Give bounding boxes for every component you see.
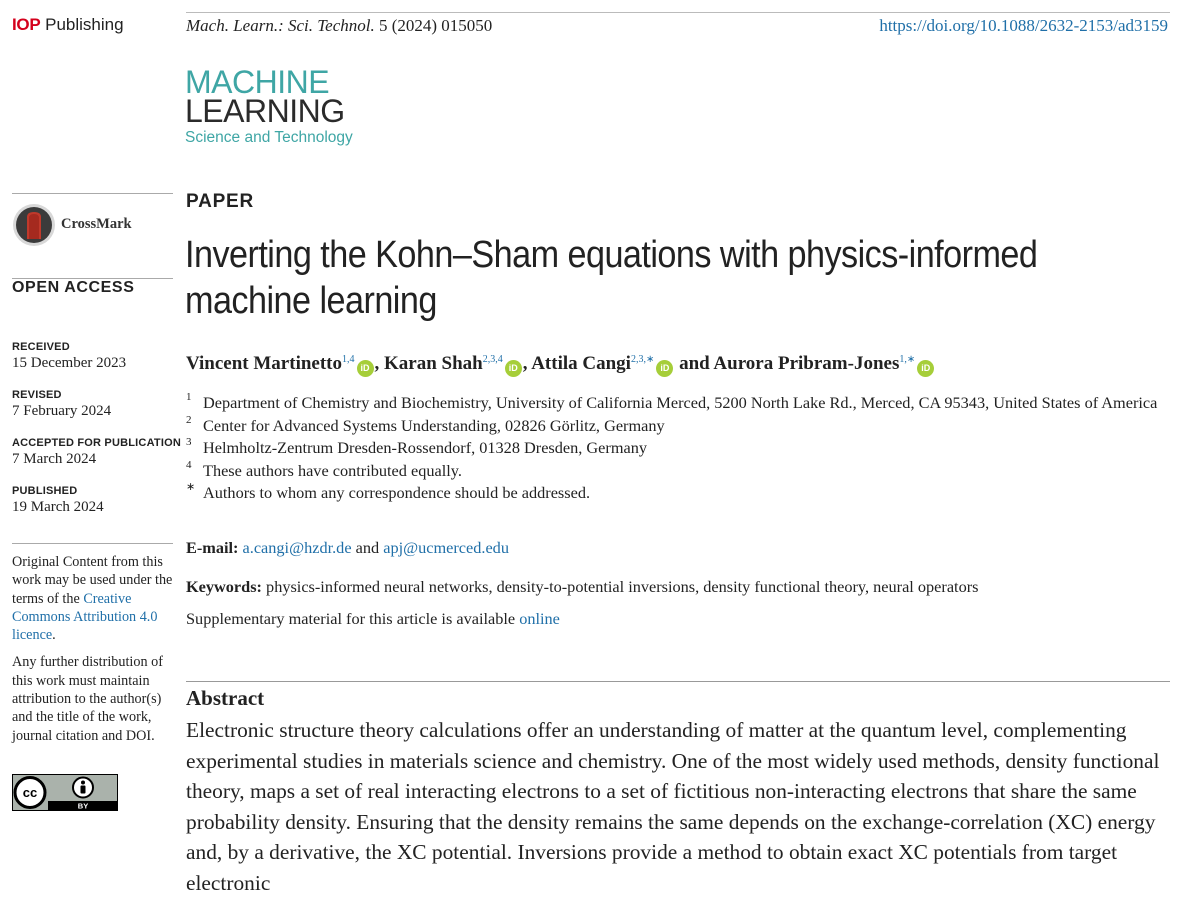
author-affiliation-sup[interactable]: 2,3,4: [482, 354, 503, 365]
email-label: E-mail:: [186, 538, 239, 557]
journal-logo[interactable]: [185, 64, 353, 148]
affiliation-number: ∗: [186, 481, 196, 493]
affiliation-item: [186, 460, 1176, 483]
orcid-icon[interactable]: iD: [917, 360, 934, 377]
article-type: PAPER: [186, 191, 255, 212]
author-name: Attila Cangi: [531, 353, 631, 374]
abstract-rule: [186, 681, 1170, 682]
orcid-icon[interactable]: iD: [357, 360, 374, 377]
license-end: .: [52, 627, 56, 644]
supplementary-line: [186, 609, 560, 629]
journal-logo-line1: MACHINE: [185, 64, 330, 100]
abstract-text: Electronic structure theory calculations offer an understanding of matter at the quantum level, complementing experimental studies in materials science and chemistry. One of the most widely used methods, density functional theory, maps a set of real interacting electrons to a set of fictitious non-interacting electrons that share the same probability density. Ensuring that the density remains the same depends on the exchange-correlation (XC) energy and, by a derivative, the XC potential. Inversions provide a method to obtain exact XC potentials from target electronic: [186, 718, 1160, 895]
crossmark-label: CrossMark: [61, 216, 132, 232]
revised-date: 7 February 2024: [12, 403, 112, 419]
orcid-icon[interactable]: iD: [505, 360, 522, 377]
affiliation-item: [186, 392, 1176, 415]
author-separator: ,: [374, 353, 384, 374]
doi-link[interactable]: https://doi.org/10.1088/2632-2153/ad3159: [879, 16, 1168, 35]
header-rule: [186, 12, 1170, 13]
affiliation-text: These authors have contributed equally.: [203, 460, 462, 480]
crossmark-badge[interactable]: [12, 203, 172, 247]
abstract-heading: Abstract: [186, 686, 265, 710]
author-list: [186, 353, 935, 377]
sidebar-rule: [12, 193, 173, 194]
published-date: 19 March 2024: [12, 499, 104, 515]
sidebar-rule: [12, 543, 173, 544]
received-label: RECEIVED: [12, 341, 70, 353]
email-link-2[interactable]: apj@ucmerced.edu: [383, 538, 509, 557]
affiliation-number: 4: [186, 458, 192, 471]
author-name: Vincent Martinetto: [186, 353, 342, 374]
published-label: PUBLISHED: [12, 485, 78, 497]
journal-citation: [186, 16, 492, 36]
journal-abbrev: Mach. Learn.: Sci. Technol.: [186, 16, 375, 35]
email-link-1[interactable]: a.cangi@hzdr.de: [242, 538, 352, 557]
license-paragraph-2: Any further distribution of this work must maintain attribution to the author(s) and the title of the work, journal citation and DOI.: [12, 654, 163, 744]
license-paragraph: [12, 553, 177, 644]
revised-label: REVISED: [12, 389, 62, 401]
affiliation-item: [186, 437, 1176, 460]
received-date: 15 December 2023: [12, 355, 127, 371]
license-link[interactable]: Creative Commons Attribution 4.0 licence: [12, 590, 158, 644]
affiliation-number: 2: [186, 413, 192, 426]
email-line: [186, 538, 509, 558]
accepted-label: ACCEPTED FOR PUBLICATION: [12, 437, 181, 449]
journal-volume: 5: [378, 16, 388, 35]
keywords-label: Keywords:: [186, 577, 262, 596]
svg-text:cc: cc: [22, 785, 38, 800]
cc-by-badge[interactable]: [12, 774, 118, 811]
publisher-logo[interactable]: [12, 15, 124, 35]
author-affiliation-sup[interactable]: 2,3,∗: [630, 354, 655, 365]
journal-year-article: (2024) 015050: [391, 16, 493, 35]
author-separator: and: [674, 353, 714, 374]
keywords-line: [186, 577, 978, 597]
email-and: and: [355, 538, 380, 557]
publisher-name: Publishing: [45, 15, 124, 34]
publisher-brand: IOP: [12, 15, 41, 34]
supplementary-link[interactable]: online: [519, 609, 560, 628]
author-separator: ,: [522, 353, 532, 374]
affiliation-number: 1: [186, 391, 192, 403]
author-name: Karan Shah: [384, 353, 483, 374]
affiliation-number: 3: [186, 436, 192, 448]
supplementary-text: Supplementary material for this article is available: [186, 609, 516, 628]
affiliation-text: Center for Advanced Systems Understanding, 02826 Görlitz, Germany: [203, 415, 665, 435]
affiliation-text: Authors to whom any correspondence should be addressed.: [203, 483, 591, 502]
cc-badge-text: BY: [77, 801, 89, 811]
author-affiliation-sup[interactable]: 1,∗: [899, 354, 916, 365]
keywords-text: physics-informed neural networks, density-to-potential inversions, density functional theory, neural operators: [266, 577, 979, 596]
affiliation-text: Helmholtz-Zentrum Dresden-Rossendorf, 01328 Dresden, Germany: [203, 438, 647, 457]
affiliation-text: Department of Chemistry and Biochemistry, University of California Merced, 5200 North Lake Rd., Merced, CA 95343, United States of America: [203, 393, 1158, 412]
affiliation-item: [186, 482, 1176, 505]
affiliation-list: [186, 392, 1176, 505]
article-title: Inverting the Kohn–Sham equations with physics-informed machine learning: [185, 234, 1038, 322]
journal-logo-line2: LEARNING: [185, 93, 345, 129]
crossmark-icon: [12, 203, 56, 247]
orcid-icon[interactable]: iD: [656, 360, 673, 377]
open-access-label: OPEN ACCESS: [12, 279, 135, 296]
accepted-date: 7 March 2024: [12, 451, 97, 467]
journal-logo-line3: Science and Technology: [185, 129, 353, 146]
author-affiliation-sup[interactable]: 1,4: [342, 354, 355, 365]
license-notice: [12, 553, 177, 754]
affiliation-item: [186, 415, 1176, 438]
license-intro: Original Content from this work may be used under the terms of the: [12, 554, 173, 607]
author-name: Aurora Pribram-Jones: [713, 353, 900, 374]
